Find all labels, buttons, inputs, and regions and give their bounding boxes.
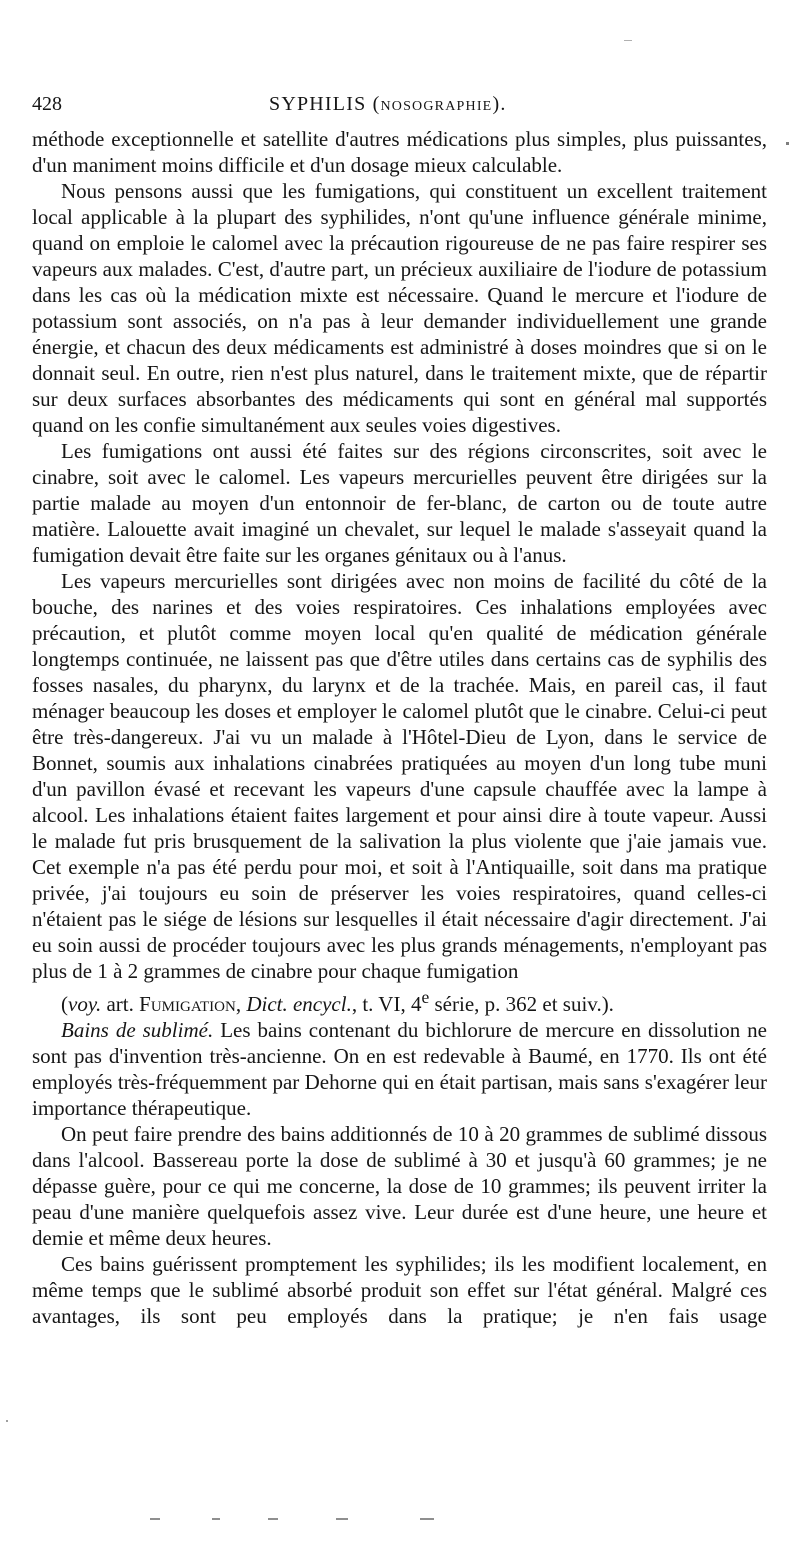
running-title-close: ).: [492, 93, 507, 115]
bains-text: Les bains contenant du bichlorure de mercure en dissolution ne sont pas d'invention très-ancienne. On en est redevable à Baumé, en 1770. Ils ont été employés très-fréquemment par Dehorne qui en était partisan, mais sans s'exagérer leur importance thérapeutique.: [32, 1018, 768, 1120]
running-title: [269, 90, 507, 118]
paragraph-effects: Ces bains guérissent promptement les syphilides; ils les modifient localement, en même temps que le sublimé absorbé produit son effet sur l'état général. Malgré ces avantages, ils sont peu employés dans la pratique; je n'en fais usage: [32, 1252, 767, 1328]
reference-dictionary: Dict. encycl.: [246, 992, 352, 1016]
reference-series: série, p. 362 et suiv.).: [429, 992, 614, 1016]
reference-comma: ,: [235, 992, 247, 1016]
reference-volume: , t. VI, 4: [351, 992, 422, 1016]
running-head: [32, 90, 766, 118]
reference-art: art.: [101, 992, 140, 1016]
footer-dashes: [150, 1518, 440, 1524]
reference-line: (voy. art. Fumigation, Dict. encycl., t. VI, 4e série, p. 362 et suiv.).: [61, 987, 614, 1016]
paragraph-fumigations-general: Nous pensons aussi que les fumigations, qui constituent un excellent traitement local applicable à la plupart des syphilides, n'ont qu'une influence générale minime, quand on emploie le calomel avec la précaution rigoureuse de ne pas faire respirer ses vapeurs aux malades. C'est, d'autre part, un précieux auxiliaire de l'iodure de potassium dans les cas où la médication mixte est nécessaire. Quand le mercure et l'iodure de potassium sont associés, on n'a pas à leur demander individuellement une grande énergie, et chacun des deux médicaments est administré à doses moindres que si on le donnait seul. En outre, rien n'est plus naturel, dans le traitement mixte, que de répartir sur deux surfaces absorbantes des médicaments qui sont en général mal supportés quand on les confie simultanément aux seules voies digestives.: [32, 179, 767, 437]
paragraph-continuation: méthode exceptionnelle et satellite d'autres médications plus simples, plus puissantes, d'un maniment moins difficile et d'un dosage mieux calculable.: [32, 127, 767, 177]
running-title-subject: nosographie: [380, 93, 493, 115]
page-number: 428: [32, 93, 62, 115]
paragraph-doses: On peut faire prendre des bains additionnés de 10 à 20 grammes de sublimé dissous dans l'alcool. Bassereau porte la dose de sublimé à 30 et jusqu'à 60 grammes; je ne dépasse guère, pour ce qui me concerne, la dose de 10 grammes; ils peuvent irriter la peau d'une manière quelquefois assez vive. Leur durée est d'une heure, une heure et demie et même deux heures.: [32, 1122, 767, 1250]
running-title-main: SYPHILIS (: [269, 93, 381, 115]
paragraph-fumigations-local: Les fumigations ont aussi été faites sur des régions circonscrites, soit avec le cinabre, soit avec le calomel. Les vapeurs mercurielles peuvent être dirigées sur la partie malade au moyen d'un entonnoir de fer-blanc, de carton ou de toute autre matière. Lalouette avait imaginé un chevalet, sur lequel le malade s'asseyait quand la fumigation devait être faite sur les organes génitaux ou à l'anus.: [32, 439, 767, 567]
scan-mark: [6, 1420, 8, 1422]
reference-voy: voy.: [68, 992, 102, 1016]
inhalations-text: Les vapeurs mercurielles sont dirigées avec non moins de facilité du côté de la bouche, des narines et des voies respiratoires. Ces inhalations employées avec précaution, et plutôt comme moyen local qu'en qualité de médication générale longtemps continuée, ne laissent pas que d'être utiles dans certains cas de syphilis des fosses nasales, du pharynx, du larynx et de la trachée. Mais, en pareil cas, il faut ménager beaucoup les doses et employer le calomel plutôt que le cinabre. Celui-ci peut être très-dangereux. J'ai vu un malade à l'Hôtel-Dieu de Lyon, dans le service de Bonnet, soumis aux inhalations cinabrées pratiquées au moyen d'un long tube muni d'un pavillon évasé et recevant les vapeurs d'une capsule chauffée avec la lampe à alcool. Les inhalations étaient faites largement et pour ainsi dire à toute vapeur. Aussi le malade fut pris brusquement de la salivation la plus violente que j'aie jamais vue. Cet exemple n'a pas été perdu pour moi, et soit à l'Antiquaille, soit dans ma pratique privée, j'ai toujours eu soin de préserver les voies respiratoires, quand celles-ci n'étaient pas le siége de lésions sur lesquelles il était nécessaire d'agir directement. J'ai eu soin aussi de procéder toujours avec les plus grands ménagements, n'employant pas plus de 1 à 2 grammes de cinabre pour chaque fumigation: [32, 569, 767, 983]
reference-superscript: e: [421, 987, 430, 1007]
scan-mark: [624, 40, 632, 41]
reference-fumigation: Fumigation: [139, 992, 236, 1016]
scan-mark: [786, 142, 789, 145]
section-heading-bains: Bains de sublimé.: [61, 1018, 214, 1042]
paragraph-bains-sublime: [32, 1017, 767, 1121]
paragraph-inhalations: [32, 568, 767, 1017]
body-text: [32, 126, 767, 1329]
